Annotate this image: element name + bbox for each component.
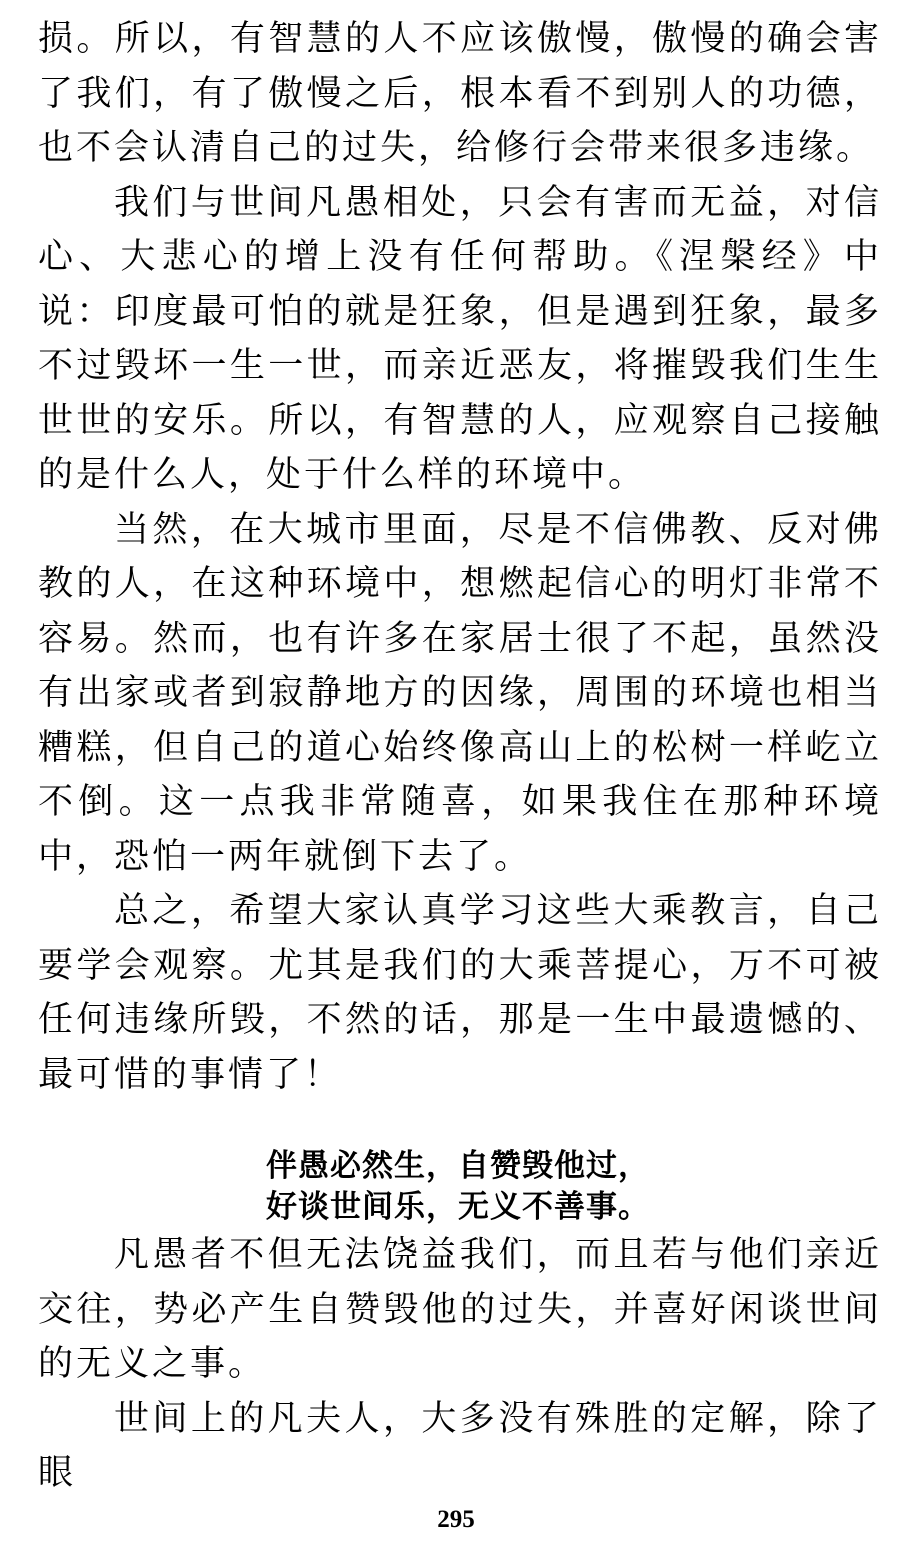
verse-line-1: 伴愚必然生，自赞毁他过， xyxy=(266,1148,650,1184)
commentary-paragraph-1: 凡愚者不但无法饶益我们，而且若与他们亲近交往，势必产生自赞毁他的过失，并喜好闲谈世间的无义之事。 xyxy=(38,1235,882,1384)
paragraph-2: 我们与世间凡愚相处，只会有害而无益，对信心、大悲心的增上没有任何帮助。《涅槃经》中说：印度最可怕的就是狂象，但是遇到狂象，最多不过毁坏一生一世，而亲近恶友，将摧毁我们生生世世的安乐。所以，有智慧的人，应观察自己接触的是什么人，处于什么样的环境中。 xyxy=(38,182,882,495)
root-verse xyxy=(38,1146,882,1228)
commentary-paragraph-2: 世间上的凡夫人，大多没有殊胜的定解，除了眼 xyxy=(38,1398,882,1493)
paragraph-3: 当然，在大城市里面，尽是不信佛教、反对佛教的人，在这种环境中，想燃起信心的明灯非常不容易。然而，也有许多在家居士很了不起，虽然没有出家或者到寂静地方的因缘，周围的环境也相当糟糕，但自己的道心始终像高山上的松树一样屹立不倒。这一点我非常随喜，如果我住在那种环境中，恐怕一两年就倒下去了。 xyxy=(38,509,882,877)
book-page xyxy=(38,12,882,1501)
paragraph-4: 总之，希望大家认真学习这些大乘教言，自己要学会观察。尤其是我们的大乘菩提心，万不可被任何违缘所毁，不然的话，那是一生中最遗憾的、最可惜的事情了！ xyxy=(38,891,882,1095)
page-number: 295 xyxy=(437,1506,475,1533)
paragraph-1: 损。所以，有智慧的人不应该傲慢，傲慢的确会害了我们，有了傲慢之后，根本看不到别人的功德，也不会认清自己的过失，给修行会带来很多违缘。 xyxy=(38,19,882,168)
verse-line-2: 好谈世间乐，无义不善事。 xyxy=(266,1189,650,1225)
